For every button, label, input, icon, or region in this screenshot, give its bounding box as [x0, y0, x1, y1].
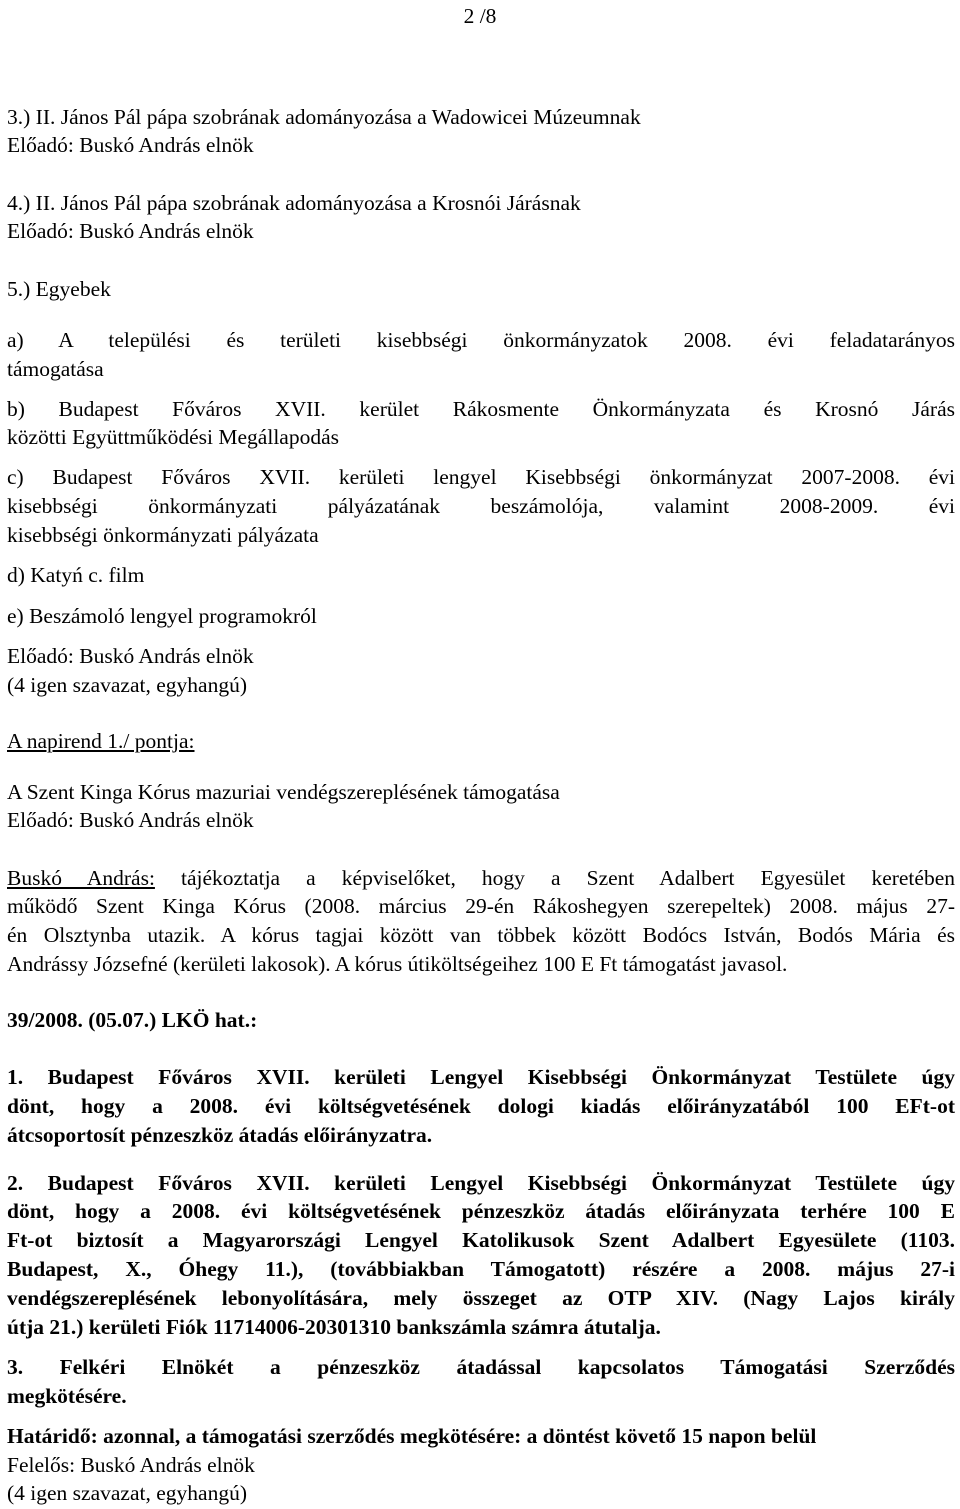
speech-line	[7, 864, 955, 892]
resolution-point-3-line: 3. Felkéri Elnökét a pénzeszköz átadással kapcsolatos Támogatási Szerződés	[7, 1355, 955, 1379]
agenda-item-5b-line: b) Budapest Főváros XVII. kerület Rákosmente Önkormányzata és Krosnó Járás	[7, 397, 955, 421]
resolution-point-2-line: dönt, hogy a 2008. évi költségvetésének pénzeszköz átadás előirányzata terhére 100 E	[7, 1199, 955, 1223]
speech-line: működő Szent Kinga Kórus (2008. március 29-én Rákoshegyen szerepeltek) 2008. május 27-	[7, 894, 955, 918]
agenda-item-5c-line: kisebbségi önkormányzati pályázatának beszámolója, valamint 2008-2009. évi	[7, 494, 955, 518]
agenda-item-3-presenter: Előadó: Buskó András elnök	[7, 133, 254, 157]
agenda-item-5c-line: kisebbségi önkormányzati pályázata	[7, 523, 319, 547]
agenda-item-4-presenter: Előadó: Buskó András elnök	[7, 219, 254, 243]
speech-line: én Olsztynba utazik. A kórus tagjai között van többek között Bodócs István, Bodós Mária és	[7, 923, 955, 947]
section-presenter: Előadó: Buskó András elnök	[7, 808, 254, 832]
speech-text: tájékoztatja a képviselőket, hogy a Szent Adalbert Egyesület keretében	[154, 866, 955, 890]
resolution-point-2-line: 2. Budapest Főváros XVII. kerületi Lengyel Kisebbségi Önkormányzat Testülete úgy	[7, 1171, 955, 1195]
section-heading	[7, 727, 955, 755]
resolution-responsible: Felelős: Buskó András elnök	[7, 1453, 255, 1477]
resolution-point-2-line: Budapest, X., Óhegy 11.), (továbbiakban Támogatott) részére a 2008. május 27-i	[7, 1257, 955, 1281]
agenda-item-4-title: 4.) II. János Pál pápa szobrának adományozása a Krosnói Járásnak	[7, 191, 581, 215]
speech-line: Andrássy Józsefné (kerületi lakosok). A kórus útiköltségeihez 100 E Ft támogatást javasol.	[7, 952, 788, 976]
page-number: 2 /8	[463, 4, 497, 28]
agenda-item-5-title: 5.) Egyebek	[7, 277, 111, 301]
agenda-item-5c-line: c) Budapest Főváros XVII. kerületi lengyel Kisebbségi önkormányzat 2007-2008. évi	[7, 465, 955, 489]
agenda-item-5a-line: a) A települési és területi kisebbségi önkormányzatok 2008. évi feladatarányos	[7, 328, 955, 352]
agenda-item-5e: e) Beszámoló lengyel programokról	[7, 604, 317, 628]
agenda-vote: (4 igen szavazat, egyhangú)	[7, 673, 247, 697]
agenda-item-5d: d) Katyń c. film	[7, 563, 145, 587]
agenda-item-3-title: 3.) II. János Pál pápa szobrának adományozása a Wadowicei Múzeumnak	[7, 105, 641, 129]
resolution-point-1-line: dönt, hogy a 2008. évi költségvetésének dologi kiadás előirányzatából 100 EFt-ot	[7, 1094, 955, 1118]
agenda-item-5b-line: közötti Együttműködési Megállapodás	[7, 425, 340, 449]
speaker-name: Buskó András:	[7, 866, 155, 890]
section-topic: A Szent Kinga Kórus mazuriai vendégszereplésének támogatása	[7, 780, 560, 804]
resolution-point-3-line: megkötésére.	[7, 1384, 127, 1408]
resolution-vote: (4 igen szavazat, egyhangú)	[7, 1481, 247, 1505]
resolution-point-2-line: útja 21.) kerületi Fiók 11714006-20301310 bankszámla számra átutalja.	[7, 1315, 661, 1339]
agenda-item-5-presenter: Előadó: Buskó András elnök	[7, 644, 254, 668]
resolution-point-2-line: Ft-ot biztosít a Magyarországi Lengyel Katolikusok Szent Adalbert Egyesülete (1103.	[7, 1228, 955, 1252]
agenda-item-5a-line: támogatása	[7, 357, 104, 381]
resolution-point-1-line: 1. Budapest Főváros XVII. kerületi Lengyel Kisebbségi Önkormányzat Testülete úgy	[7, 1065, 955, 1089]
resolution-deadline: Határidő: azonnal, a támogatási szerződés megkötésére: a döntést követő 15 napon belül	[7, 1424, 817, 1448]
resolution-point-1-line: átcsoportosít pénzeszköz átadás előirányzatra.	[7, 1123, 433, 1147]
resolution-number: 39/2008. (05.07.) LKÖ hat.:	[7, 1008, 258, 1032]
section-heading-text: A napirend 1./ pontja:	[7, 729, 195, 753]
resolution-point-2-line: vendégszereplésének lebonyolítására, mely összeget az OTP XIV. (Nagy Lajos király	[7, 1286, 955, 1310]
